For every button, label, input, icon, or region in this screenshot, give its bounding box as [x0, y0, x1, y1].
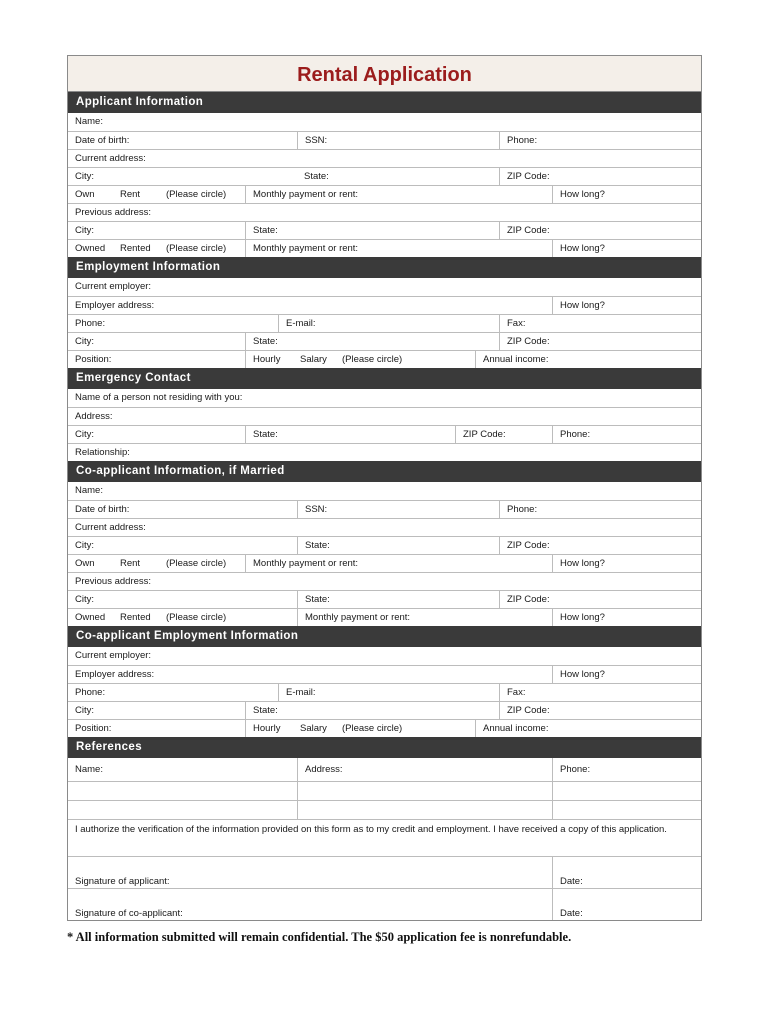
reference-2-address-cell[interactable] — [297, 801, 552, 819]
co-rented-option[interactable]: Rented — [120, 612, 151, 623]
coapplicant-signature-row — [68, 888, 701, 920]
current-address-field[interactable]: Current address: — [75, 153, 146, 164]
reference-address-header: Address: — [297, 758, 552, 781]
applicant-own-rent-row — [68, 185, 701, 203]
co-owned-option[interactable]: Owned — [75, 612, 106, 623]
coapplicant-previous-address-row — [68, 572, 701, 590]
reference-name-header: Name: — [75, 764, 103, 775]
employment-address-row — [68, 296, 701, 314]
co-salary-option[interactable]: Salary — [300, 723, 327, 734]
hourly-option[interactable]: Hourly — [245, 351, 293, 368]
applicant-current-address-row — [68, 149, 701, 167]
ssn-field[interactable]: SSN: — [297, 132, 499, 149]
prev-city-field[interactable]: City: — [75, 225, 94, 236]
applicant-owned-rented-row — [68, 239, 701, 257]
reference-1-name-cell[interactable] — [68, 782, 297, 800]
co-employer-address-field[interactable]: Employer address: — [75, 669, 155, 680]
prev-monthly-payment-field[interactable]: Monthly payment or rent: — [245, 240, 552, 257]
co-employer-state-field[interactable]: State: — [245, 702, 499, 719]
position-field[interactable]: Position: — [75, 354, 112, 365]
coapplicant-city-row — [68, 536, 701, 554]
please-circle-note: (Please circle) — [342, 354, 403, 365]
employer-fax-field[interactable]: Fax: — [499, 315, 703, 332]
applicant-city-row — [68, 167, 701, 185]
please-circle-note: (Please circle) — [166, 189, 227, 200]
co-annual-income-field[interactable]: Annual income: — [475, 720, 703, 737]
coapplicant-current-address-row — [68, 518, 701, 536]
emergency-address-row — [68, 407, 701, 425]
co-prev-monthly-payment-field[interactable]: Monthly payment or rent: — [297, 609, 552, 626]
co-prev-state-field[interactable]: State: — [297, 591, 499, 608]
reference-row-2 — [68, 800, 701, 819]
emergency-city-field[interactable]: City: — [75, 429, 94, 440]
co-monthly-payment-field[interactable]: Monthly payment or rent: — [245, 555, 552, 572]
co-prev-zip-field[interactable]: ZIP Code: — [499, 591, 703, 608]
reference-phone-header: Phone: — [552, 758, 703, 781]
applicant-signature-row — [68, 856, 701, 888]
co-employment-how-long-field[interactable]: How long? — [552, 666, 703, 683]
employment-position-row — [68, 350, 701, 368]
co-employer-zip-field[interactable]: ZIP Code: — [499, 702, 703, 719]
applicant-dob-row — [68, 131, 701, 149]
reference-2-name-cell[interactable] — [68, 801, 297, 819]
authorization-row — [68, 819, 701, 856]
prev-how-long-field[interactable]: How long? — [552, 240, 703, 257]
co-prev-how-long-field[interactable]: How long? — [552, 609, 703, 626]
co-city-field[interactable]: City: — [75, 540, 94, 551]
name-field[interactable]: Name: — [75, 116, 103, 127]
state-field[interactable]: State: — [304, 171, 329, 182]
please-circle-note: (Please circle) — [166, 558, 227, 569]
co-employment-phone-row — [68, 683, 701, 701]
emergency-name-field[interactable]: Name of a person not residing with you: — [75, 392, 243, 403]
section-emergency-contact: Emergency Contact — [68, 368, 701, 389]
applicant-signature-field[interactable]: Signature of applicant: — [75, 876, 170, 887]
prev-zip-field[interactable]: ZIP Code: — [499, 222, 703, 239]
relationship-field[interactable]: Relationship: — [75, 447, 130, 458]
employment-phone-row — [68, 314, 701, 332]
co-employer-city-field[interactable]: City: — [75, 705, 94, 716]
employer-address-field[interactable]: Employer address: — [75, 300, 155, 311]
emergency-phone-field[interactable]: Phone: — [552, 426, 703, 443]
monthly-payment-field[interactable]: Monthly payment or rent: — [245, 186, 552, 203]
employer-phone-field[interactable]: Phone: — [75, 318, 106, 329]
please-circle-note: (Please circle) — [166, 243, 227, 254]
emergency-name-row — [68, 389, 701, 407]
previous-address-field[interactable]: Previous address: — [75, 207, 152, 218]
current-employer-field[interactable]: Current employer: — [75, 281, 152, 292]
co-employment-address-row — [68, 665, 701, 683]
coapplicant-signature-date-field[interactable]: Date: — [552, 889, 703, 920]
prev-state-field[interactable]: State: — [245, 222, 499, 239]
co-hourly-option[interactable]: Hourly — [245, 720, 293, 737]
emergency-city-row — [68, 425, 701, 443]
co-ssn-field[interactable]: SSN: — [297, 501, 499, 518]
coapplicant-prev-city-row — [68, 590, 701, 608]
co-position-field[interactable]: Position: — [75, 723, 112, 734]
own-option[interactable]: Own — [75, 189, 95, 200]
employer-email-field[interactable]: E-mail: — [278, 315, 499, 332]
employer-zip-field[interactable]: ZIP Code: — [499, 333, 703, 350]
authorization-text: I authorize the verification of the information provided on this form as to my credit and employment. I have received a copy of this application. — [75, 824, 667, 835]
coapplicant-own-rent-row — [68, 554, 701, 572]
emergency-address-field[interactable]: Address: — [75, 411, 113, 422]
salary-option[interactable]: Salary — [300, 354, 327, 365]
reference-row-1 — [68, 781, 701, 800]
emergency-zip-field[interactable]: ZIP Code: — [455, 426, 552, 443]
co-employment-position-row — [68, 719, 701, 737]
city-field[interactable]: City: — [75, 171, 94, 182]
co-employment-employer-row — [68, 647, 701, 665]
co-employer-phone-field[interactable]: Phone: — [75, 687, 106, 698]
co-phone-field[interactable]: Phone: — [499, 501, 703, 518]
confidentiality-footnote: * All information submitted will remain confidential. The $50 application fee is nonrefundable. — [67, 930, 572, 944]
dob-field[interactable]: Date of birth: — [75, 135, 130, 146]
co-state-field[interactable]: State: — [297, 537, 499, 554]
employer-city-field[interactable]: City: — [75, 336, 94, 347]
section-references: References — [68, 737, 701, 758]
employment-city-row — [68, 332, 701, 350]
co-employer-fax-field[interactable]: Fax: — [499, 684, 703, 701]
section-employment-information: Employment Information — [68, 257, 701, 278]
reference-1-phone-cell[interactable] — [552, 782, 703, 800]
zip-field[interactable]: ZIP Code: — [499, 168, 703, 185]
employment-how-long-field[interactable]: How long? — [552, 297, 703, 314]
co-name-field[interactable]: Name: — [75, 485, 103, 496]
please-circle-note: (Please circle) — [342, 723, 403, 734]
how-long-field[interactable]: How long? — [552, 186, 703, 203]
section-coapplicant-information: Co-applicant Information, if Married — [68, 461, 701, 482]
emergency-relationship-row — [68, 443, 701, 461]
co-dob-field[interactable]: Date of birth: — [75, 504, 130, 515]
applicant-prev-city-row — [68, 221, 701, 239]
co-own-option[interactable]: Own — [75, 558, 95, 569]
annual-income-field[interactable]: Annual income: — [475, 351, 703, 368]
co-employer-email-field[interactable]: E-mail: — [278, 684, 499, 701]
section-coapplicant-employment: Co-applicant Employment Information — [68, 626, 701, 647]
co-zip-field[interactable]: ZIP Code: — [499, 537, 703, 554]
rent-option[interactable]: Rent — [120, 189, 141, 200]
co-previous-address-field[interactable]: Previous address: — [75, 576, 152, 587]
emergency-state-field[interactable]: State: — [245, 426, 455, 443]
coapplicant-owned-rented-row — [68, 608, 701, 626]
co-current-address-field[interactable]: Current address: — [75, 522, 146, 533]
co-employment-city-row — [68, 701, 701, 719]
rental-application-form — [67, 55, 702, 921]
employer-state-field[interactable]: State: — [245, 333, 499, 350]
form-title: Rental Application — [68, 56, 701, 92]
co-rent-option[interactable]: Rent — [120, 558, 141, 569]
applicant-name-row — [68, 113, 701, 131]
owned-option[interactable]: Owned — [75, 243, 106, 254]
co-current-employer-field[interactable]: Current employer: — [75, 650, 152, 661]
reference-1-address-cell[interactable] — [297, 782, 552, 800]
references-header-row — [68, 758, 701, 781]
employment-employer-row — [68, 278, 701, 296]
co-prev-city-field[interactable]: City: — [75, 594, 94, 605]
please-circle-note: (Please circle) — [166, 612, 227, 623]
applicant-previous-address-row — [68, 203, 701, 221]
section-applicant-information: Applicant Information — [68, 92, 701, 113]
coapplicant-signature-field[interactable]: Signature of co-applicant: — [75, 908, 183, 919]
applicant-signature-date-field[interactable]: Date: — [552, 857, 703, 888]
reference-2-phone-cell[interactable] — [552, 801, 703, 819]
co-how-long-field[interactable]: How long? — [552, 555, 703, 572]
phone-field[interactable]: Phone: — [499, 132, 703, 149]
coapplicant-name-row — [68, 482, 701, 500]
coapplicant-dob-row — [68, 500, 701, 518]
rented-option[interactable]: Rented — [120, 243, 151, 254]
